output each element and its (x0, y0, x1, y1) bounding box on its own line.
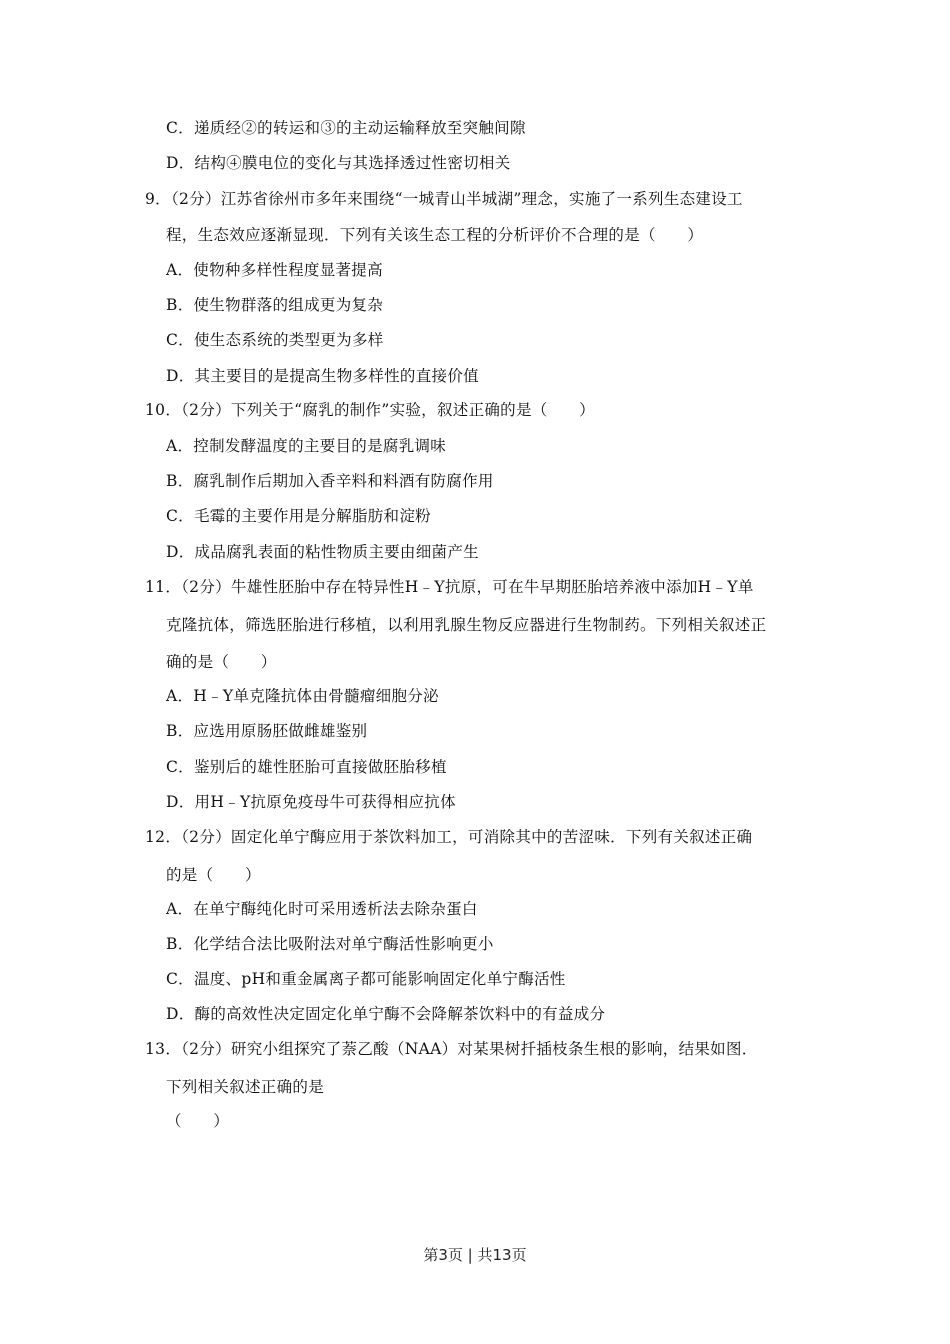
q10-option-b: B．腐乳制作后期加入香辛料和料酒有防腐作用 (166, 472, 494, 490)
q11-option-c: C．鉴别后的雄性胚胎可直接做胚胎移植 (166, 758, 447, 776)
q13-stem-line-1: 13．（2分）研究小组探究了萘乙酸（NAA）对某果树扦插枝条生根的影响，结果如图． (145, 1040, 758, 1058)
q12-stem-line-1: 12．（2分）固定化单宁酶应用于茶饮料加工，可消除其中的苦涩味．下列有关叙述正确 (145, 828, 753, 846)
q9-stem-line-2: 程，生态效应逐渐显现．下列有关该生态工程的分析评价不合理的是（ ） (166, 226, 704, 244)
q12-stem-line-2: 的是（ ） (166, 866, 261, 884)
page-footer: 第3页 | 共13页 (423, 1246, 527, 1264)
q10-option-d: D．成品腐乳表面的粘性物质主要由细菌产生 (166, 543, 479, 561)
q13-stem-line-2: 下列相关叙述正确的是 (166, 1078, 325, 1096)
q11-stem-line-1: 11．（2分）牛雄性胚胎中存在特异性H﹣Y抗原，可在牛早期胚胎培养液中添加H﹣Y单 (145, 578, 754, 596)
q11-option-b: B．应选用原肠胚做雌雄鉴别 (166, 722, 368, 740)
q10-option-c: C．毛霉的主要作用是分解脂肪和淀粉 (166, 507, 431, 525)
q13-answer-blank: （ ） (166, 1112, 230, 1130)
q10-option-a: A．控制发酵温度的主要目的是腐乳调味 (166, 437, 447, 455)
q8-option-d: D．结构④膜电位的变化与其选择透过性密切相关 (166, 154, 511, 172)
q9-stem-line-1: 9．（2分）江苏省徐州市多年来围绕“一城青山半城湖”理念，实施了一系列生态建设工 (145, 190, 743, 208)
q11-option-d: D．用H﹣Y抗原免疫母牛可获得相应抗体 (166, 793, 456, 811)
q11-stem-line-2: 克隆抗体，筛选胚胎进行移植，以利用乳腺生物反应器进行生物制药。下列相关叙述正 (166, 616, 767, 634)
q11-option-a: A．H﹣Y单克隆抗体由骨髓瘤细胞分泌 (166, 687, 439, 705)
q8-option-c: C．递质经②的转运和③的主动运输释放至突触间隙 (166, 119, 526, 137)
q9-option-a: A．使物种多样性程度显著提高 (166, 261, 383, 279)
q9-option-d: D．其主要目的是提高生物多样性的直接价值 (166, 367, 479, 385)
q12-option-a: A．在单宁酶纯化时可采用透析法去除杂蛋白 (166, 900, 478, 918)
q9-option-c: C．使生态系统的类型更为多样 (166, 331, 384, 349)
q11-stem-line-3: 确的是（ ） (166, 653, 277, 671)
q12-option-b: B．化学结合法比吸附法对单宁酶活性影响更小 (166, 935, 494, 953)
q12-option-d: D．酶的高效性决定固定化单宁酶不会降解茶饮料中的有益成分 (166, 1005, 606, 1023)
q12-option-c: C．温度、pH和重金属离子都可能影响固定化单宁酶活性 (166, 970, 566, 988)
q10-stem-line-1: 10．（2分）下列关于“腐乳的制作”实验，叙述正确的是（ ） (145, 401, 595, 419)
q9-option-b: B．使生物群落的组成更为复杂 (166, 296, 384, 314)
